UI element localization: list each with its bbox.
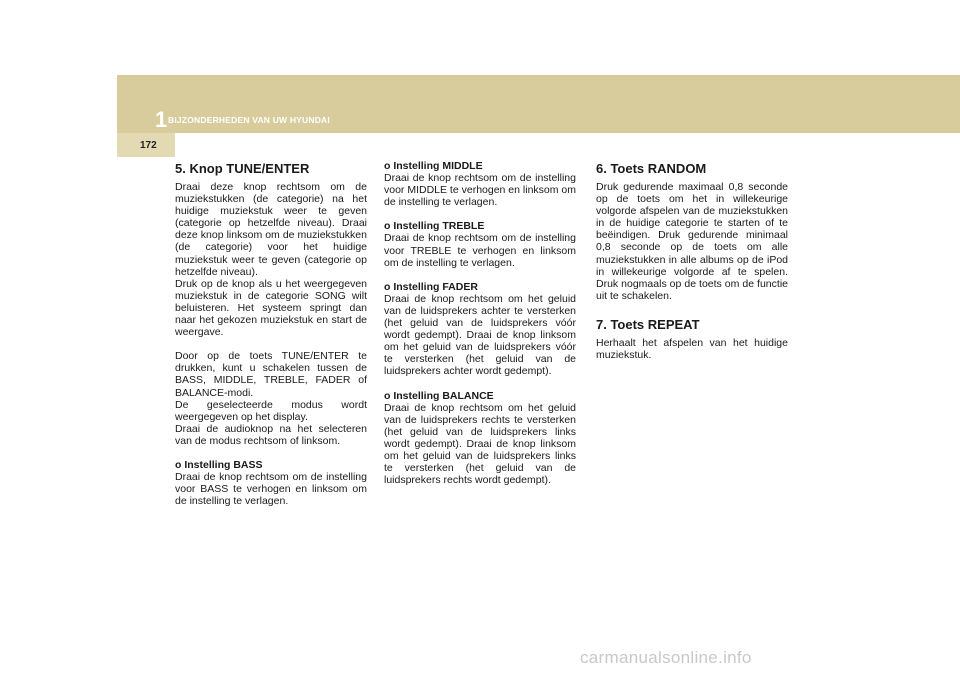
paragraph: De geselecteerde modus wordt weergegeven op het display. bbox=[175, 398, 367, 423]
column-middle bbox=[384, 160, 576, 486]
subheading-middle: o Instelling MIDDLE bbox=[384, 160, 483, 172]
paragraph: Herhaalt het afspelen van het huidige muziekstuk. bbox=[596, 336, 788, 362]
subheading-fader: o Instelling FADER bbox=[384, 280, 478, 293]
column-right bbox=[596, 160, 788, 361]
page-number: 172 bbox=[140, 140, 157, 151]
subheading-bass: o Instelling BASS bbox=[175, 458, 263, 471]
paragraph: Draai de knop rechtsom om de instelling voor TREBLE te verhogen en linksom om de instelling te verlagen. bbox=[384, 232, 576, 269]
paragraph: Draai de knop rechtsom om de instelling voor BASS te verhogen en linksom om de instelling te verlagen. bbox=[175, 471, 367, 508]
section-title-repeat: 7. Toets REPEAT bbox=[596, 316, 700, 332]
subheading-treble: o Instelling TREBLE bbox=[384, 220, 485, 233]
paragraph: Draai deze knop rechtsom om de muziekstukken (de categorie) na het huidige muziekstuk weer te geven (categorie op hetzelfde niveau). Draai deze knop linksom om de muziekstukken (de categorie) voor het huidige muziekstuk weer te geven (categorie op hetzelfde niveau). bbox=[175, 181, 367, 278]
paragraph: Draai de knop rechtsom om het geluid van de luidsprekers achter te versterken (het geluid van de luidsprekers vóór wordt gedempt). Draai de knop linksom om het geluid van de luidsprekers vóór te versterken (het geluid van de luidsprekers achter wordt gedempt). bbox=[384, 292, 576, 378]
section-title-random: 6. Toets RANDOM bbox=[596, 161, 707, 176]
subheading-balance: o Instelling BALANCE bbox=[384, 389, 494, 402]
paragraph: Druk gedurende maximaal 0,8 seconde op de toets om het in willekeurige volgorde afspelen van de muziekstukken in de huidige categorie te starten of te beëindigen. Druk gedurende minimaal 0,8 seconde op de toets om alle muziekstukken in alle albums op de iPod in willekeurige volgorde af te spelen. Druk nogmaals op de toets om de functie uit te schakelen. bbox=[596, 181, 788, 302]
chapter-number: 1 bbox=[155, 107, 168, 132]
watermark: carmanualsonline.info bbox=[580, 648, 752, 667]
paragraph: Druk op de knop als u het weergegeven muziekstuk in de categorie SONG wilt beluisteren. Het systeem springt dan naar het gekozen muziekstuk en start de weergave. bbox=[175, 277, 367, 339]
chapter-title: BIJZONDERHEDEN VAN UW HYUNDAI bbox=[168, 115, 330, 125]
paragraph: Door op de toets TUNE/ENTER te drukken, kunt u schakelen tussen de BASS, MIDDLE, TREBLE, FADER of BALANCE-modi. bbox=[175, 350, 367, 399]
column-left bbox=[175, 160, 367, 507]
paragraph: Draai de knop rechtsom om het geluid van de luidsprekers rechts te versterken (het geluid van de luidsprekers links wordt gedempt). Draai de knop linksom om het geluid van de luidsprekers links te versterken (het geluid van de luidsprekers rechts wordt gedempt). bbox=[384, 401, 576, 487]
paragraph: Draai de knop rechtsom om de instelling voor MIDDLE te verhogen en linksom om de instelling te verlagen. bbox=[384, 172, 576, 209]
paragraph: Draai de audioknop na het selecteren van de modus rechtsom of linksom. bbox=[175, 422, 367, 447]
section-title-tune-enter: 5. Knop TUNE/ENTER bbox=[175, 161, 310, 176]
